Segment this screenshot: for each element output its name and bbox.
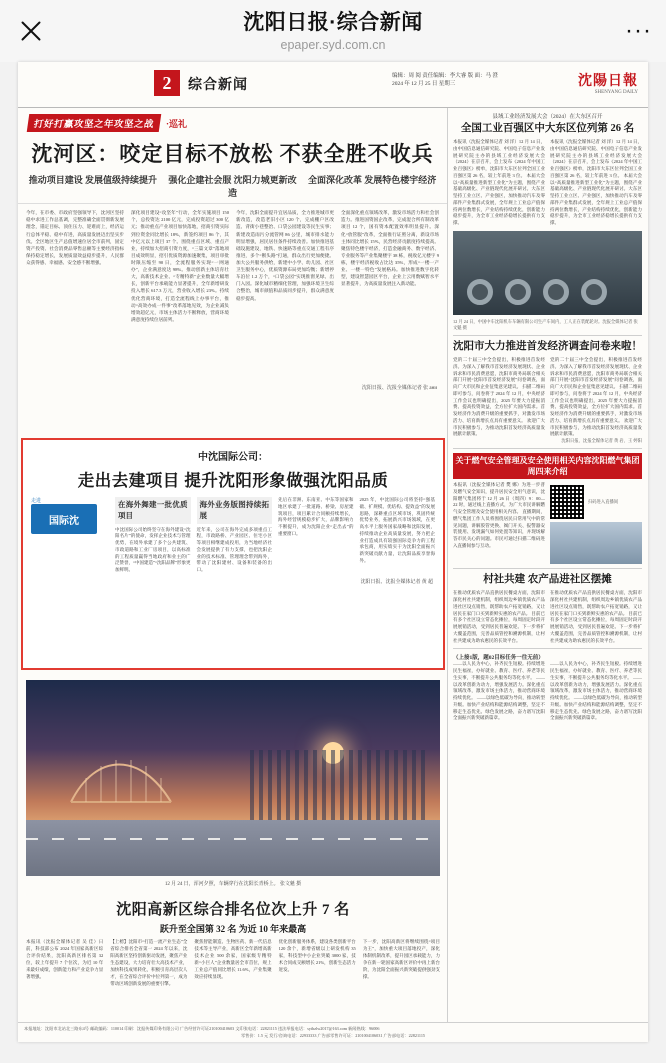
right-article-signature: 沈阳日报、沈报全媒体记者 黄 岩、王 婷阳	[561, 438, 642, 444]
right-article-kicker: 县域工业经济发展大会（2024）在大东区召开	[492, 114, 603, 120]
lower-body-column: 下一步，沈阳高新区将继续围绕“项目为王”，加快重大项目落地投产，深化体制机制改革，提升园区承载能力，力争在新一轮国家高新区评价中再上新台阶，为沈阳全面振兴新突破提供强劲支撑。	[362, 939, 440, 979]
gas-safety-banner[interactable]: 关于燃气安全管理及安全使用相关内容沈阳燃气集团周四来介绍	[453, 453, 642, 479]
logo-kicker: 走进	[31, 499, 42, 504]
right-article-text: 在推动优质农产品直供居民餐桌方面，沈阳市深化村社共建机制，组织周边乡镇优质农产品进社区设点销售，既帮助农户拓宽销路，又让居民在家门口买到新鲜实惠的农产品。 目前已有多个社区设立常态化摊位，每周固定时段开展展销活动，受到居民普遍欢迎。下一步将扩大覆盖范围，完善品质管控和溯源机制，让村社共建成为助农惠民的长效平台。	[453, 590, 545, 643]
gas-safety-body	[453, 482, 642, 564]
wheel-shape	[505, 279, 531, 305]
lead-body	[18, 204, 447, 384]
divider	[453, 568, 642, 569]
date-line: 2024 年 12 月 25 日 星期三	[392, 81, 456, 88]
right-article-text: 本报讯（沈报全媒体记者 刘 洋）12 月 14 日，由中国信息通信研究院、中国电子信息产业发展研究院主办的县域工业经济发展大会（2024）在京召开，会上发布《2024 年中国工业百强区》榜单，沈阳市大东区位列全国工业百强区第 26 名，较上年前进 3 位。 本届大会以“高质量推进新型工业化”为主题，围绕产业基础高级化、产业链现代化展开研讨。大东区坚持工业立区、产业强区，加快推动汽车及零部件产业集群式发展，全年规上工业总产值保持两位数增长，产业结构持续优化，创新能力稳步提升，为全市工业经济稳增长提供有力支撑。	[453, 139, 545, 226]
brand-name: 沈陽日報	[578, 74, 638, 89]
lower-body-column: 聚焦智能制造、生物医药、新一代信息技术等主导产业，高新区全年新增高新技术企业 500 余家，国家级专精特新“小巨人”企业数量居全市首位，规上工业总产值同比增长 11.6%，产业集聚效应持续显现。	[194, 939, 272, 979]
right-article-headline[interactable]: 全国工业百强区中大东区位列第 26 名	[460, 123, 635, 134]
browser-topbar	[0, 0, 666, 62]
lower-body-column: 本报讯（沈报全媒体记者 吴 佳）日前，科技部公布 2024 年国家高新区综合评价结果，沈阳高新区排名第 32 位，较上年提升 7 个位次，为近 10 年来最好成绩，创新能力和产业竞争力显著增强。	[26, 939, 104, 979]
highlight-subhead: 海外业务版图持续拓展	[197, 497, 273, 524]
skyline-shape	[250, 750, 430, 820]
page-title: 沈阳日报·综合新闻	[243, 11, 423, 35]
highlight-text-col	[360, 497, 436, 574]
page-footer	[18, 1022, 648, 1042]
continued-body	[453, 661, 642, 722]
right-article-headline[interactable]: 村社共建 农产品进社区摆摊	[483, 574, 612, 586]
footer-line-1: 本报地址：沈阳市北站北三路东4号 邮政编码：110014 印刷：沈报传媒印务有限公司 广告经营许可证210100410603 文印张电话：22821115 违法举报电话：sytbzlw2017@163.com 新闻热线：96006	[24, 1026, 380, 1032]
right-article-body	[453, 590, 642, 644]
right-article-text: 党的二十届三中全会提出，积极推进首发经济。为深入了解我市首发经济发展现状、企业诉求和市民消费意愿，沈阳市商务局联合相关部门开展“沈阳市首发经济发展”问卷调查，面向广大市民和企业征集意见建议。 扫描二维码即可参与，问卷将于 2024 年 12 月，中央经济工作会议也明确提出，2025 年要大力提振消费、提高投资效益，全方位扩大国内需求。首发经济作为消费升级的重要抓手，对激发市场活力、培育新增长点具有重要意义。 欢迎广大市民积极参与，为推动沈阳首发经济高质量发展献计献策。	[550, 357, 642, 437]
bridge-illustration	[66, 732, 186, 822]
qr-block	[550, 482, 642, 564]
highlight-paragraph: 2025 年，中沈国际公司将坚持“强基础、扩规模、优结构、提效益”的发展思路，深耕重点区域市场，巩固传统优势业务，拓展新兴市场领域，在更高水平上服务国家战略和沈阳发展，持续推动企业高质量发展，努力把企业打造成具有较强国际竞争力的工程承包商，用实绩实干为沈阳全面振兴新突破贡献力量，让沈阳品质享誉海外。	[359, 497, 435, 563]
photo-caption: 12 月 24 日，浑河夕照，车辆穿行在沈阳长青桥上。 张文魁 摄	[164, 882, 302, 887]
section-name: 综合新闻	[188, 78, 248, 93]
lead-headline[interactable]: 沈河区：咬定目标不放松 不获全胜不收兵	[31, 142, 434, 166]
right-article-text: 本报讯（沈报全媒体记者 樊 娜）为进一步普及燃气安全知识，提升居民安全用气意识，沈阳燃气集团将于 12 月 26 日（周四）9：00—22 时，通过线上直播方式，为广大市民讲解燃气安全管理及安全使用相关内容。 直播期间，燃气集团工作人员将围绕居民日常用气中的常见问题，讲解胶管更换、阀门开关、报警器安装使用、发现漏气如何处置等知识，并现场解答市民关心的问题。市民可通过扫描二维码进入直播间参与互动。	[453, 482, 545, 548]
highlight-paragraph: 先后在非洲、东南亚、中东等国家和地区承建了一批道路、桥梁、房屋建筑项目，项目累计合同额持续增长，海外经营规模稳步扩大，品牌影响力不断提升，成为沈阳企业“走出去”的重要窗口。	[278, 497, 354, 536]
qr-row	[550, 485, 642, 519]
credits-line: 编辑：周 阅 责任编辑：李大睿 版 面：马 澄	[392, 73, 498, 79]
right-article-text: ——以人民为中心，补齐民生短板。持续增进民生福祉，办好就业、教育、医疗、养老等民生实事，不断提升公共服务均等化水平。 ——以改革创新为动力，增强发展活力。深化重点领域改革，激发市场主体活力，推动营商环境持续优化。 ——以绿色低碳为导向，推动转型升级。加快产业结构和能源结构调整，坚定不移走生态优先、绿色发展之路，奋力谱写沈阳全面振兴新突破新篇章。	[550, 661, 642, 721]
masthead-credits	[392, 70, 542, 89]
continued-kicker: （上接1版，题02目标任务一往无前）	[453, 655, 544, 662]
wheel-shape	[467, 279, 493, 305]
right-article-text: ——以人民为中心，补齐民生短板。持续增进民生福祉，办好就业、教育、医疗、养老等民生实事，不断提升公共服务均等化水平。 ——以改革创新为动力，增强发展活力。深化重点领域改革，激发市场主体活力，推动营商环境持续优化。 ——以绿色低碳为导向，推动转型升级。加快产业结构和能源结构调整，坚定不移走生态优先、绿色发展之路，奋力谱写沈阳全面振兴新突破新篇章。	[453, 661, 545, 721]
highlight-text-col	[278, 497, 354, 574]
close-icon[interactable]	[14, 14, 48, 48]
page-columns	[18, 108, 648, 1042]
divider	[453, 335, 642, 336]
lead-signature: 沈阳日报、沈报全媒体记者 张 ани	[361, 386, 437, 392]
highlight-logo	[31, 497, 109, 574]
lower-article[interactable]	[26, 898, 440, 1042]
lead-photo	[26, 680, 440, 876]
lead-banner-tail: ·巡礼	[166, 118, 188, 129]
qr-label: 扫码进入直播间	[588, 499, 619, 505]
page-number-badge: 2	[154, 70, 180, 96]
browser-title-wrap	[48, 11, 618, 53]
more-dots-icon[interactable]: ···	[625, 17, 652, 44]
logo-badge: 国际沈	[31, 504, 97, 534]
right-article-text: 在推动优质农产品直供居民餐桌方面，沈阳市深化村社共建机制，组织周边乡镇优质农产品进社区设点销售，既帮助农户拓宽销路，又让居民在家门口买到新鲜实惠的农产品。 目前已有多个社区设立常态化摊位，每周固定时段开展展销活动，受到居民普遍欢迎。下一步将扩大覆盖范围，完善品质管控和溯源机制，让村社共建成为助农惠民的长效平台。	[550, 590, 642, 643]
highlight-paragraph: 中沈国际公司始终坚守在海外建设“沈阳名片”的使命，发挥企业技术与管理优势，在境外承建了多个公共建筑、市政道路和工业厂房项目，以高标准的工程质量赢得当地政府和业主的广泛赞誉，“中国建造”“沈阳品牌”形象更加鲜明。	[115, 526, 191, 572]
lead-body-column: 深化项目建设“攻坚年”行动，全年实施项目 150 个，总投资达 2100 亿元，完成投资超过 300 亿元；推动重点产业项目加快落地，招商引资实际到位资金同比增长 18%，新签约项目 86 个，其中亿元以上项目 37 个。围绕重点区域、重点产业，持续加大招商引资力度，“三篇文章”落地项目成效明显，招引优质资源加速聚集，项目审批时限压缩至 90 日，全流程服务实现“一网通办”，企业满意度达 98%。推动创新主体培育壮大，高新技术企业、“专精特新”企业数量大幅增长，创新平台承载能力显著提升，全年新增研发投入增长 617.3 万元，营业收入增长 23%。持续优化营商环境，打造全流程线上办事平台，推动“高效办成一件事”改革落地见效，为企业减负增效超亿元，市场主体活力不断释放，营商环境满意度持续位居前列。	[131, 210, 229, 322]
lead-subhead: 推动项目建设 发展值级持续提升	[28, 175, 157, 185]
footer-line-2: 零售价：1.5 元 发行/咨询电话：22933333 广告部零售许可证：2101004106031 广告部电话：22821115	[240, 1032, 426, 1038]
highlight-text-col	[197, 497, 273, 574]
lead-body-column: 全面深化重点领域改革，激发市场活力和社会创造力。推进国资国企改革，完成混合所有制改革项目 12 个，国有资本配置效率明显提升。深化“放管服”改革，全面推行证照分离，新设市场主体同比增长 15%，民营经济贡献度持续提高。聚焦特色楼宇经济，打造金融商务、数字经济、专业服务等产业集聚楼宇 38 栋，税收亿元楼宇 9 栋，楼宇经济税收占比达 35%，形成“一楼一产业、一楼一特色”发展格局。加快推进数字化转型，建设智慧园区平台，企业上云用数赋智水平显著提升，为高质量发展注入新动能。	[341, 210, 439, 287]
highlight-columns	[23, 497, 443, 574]
highlighted-article[interactable]	[21, 438, 445, 670]
divider	[453, 448, 642, 449]
brand-block	[542, 70, 638, 95]
highlight-paragraph: 近年来，公司在海外完成多项重点工程，市政路桥、产业园区、住宅小区等项目相继建成投用，为当地经济社会发展提供了有力支撑，也把沈阳企业的技术标准、管理理念带到海外，带动了沈阳建材、设备和装备的出口。	[196, 526, 272, 572]
lead-body-column: 今年，在市委、市政府坚强领导下，沈河区坚持稳中求进工作总基调，完整准确全面贯彻新发展理念，锚定目标、顶住压力、迎难而上，经济运行总体平稳、稳中有进，高质量发展迈出坚实步伐。全区地区生产总值增速位居全市前列，固定资产投资、社会消费品零售总额等主要经济指标保持稳定增长，发展质量效益稳步提升，人民群众获得感、幸福感、安全感不断增强。	[26, 210, 124, 265]
lead-subhead: 强化企建社会服 沈阳力城更新改造	[168, 175, 297, 198]
lead-subheads	[18, 174, 447, 204]
right-article-headline[interactable]: 沈阳市大力推进首发经济调查问卷来啦！	[453, 340, 642, 352]
qr-code-icon[interactable]	[550, 485, 584, 519]
wheel-shape	[581, 279, 607, 305]
train-factory-photo	[453, 231, 642, 315]
highlight-headline[interactable]: 走出去建项目 提升沈阳形象做强沈阳品质	[77, 471, 389, 490]
brand-subtitle: SHENYANG DAILY	[594, 90, 638, 95]
divider	[453, 648, 642, 649]
lead-body-column: 今年，沈阳全面提升宜居品质，全力推进城市更新改造，改造老旧小区 120 个，完成棚户区改造、背街小巷整治、口袋公园建设等民生实事；新建改造雨污分流管网 86 公里，城市排水能力明显增强，居民居住条件持续改善。加快推进基础设施建设，地铁、快速路等重点交通工程有序推进，多个“断头路”打通，群众出行更加便捷。加大公共服务供给，新建中小学、幼儿园、社区卫生服务中心，优质资源布局更加均衡；新增停车泊位 1.2 万个，“口袋公园”实现推窗见绿、出门入园。深化城市精细化管理，加强环境卫生综合整治，城市颜值和品质同步提升，群众满意度稳步提高。	[236, 210, 334, 301]
highlight-kicker: 中沈国际公司：	[198, 452, 268, 463]
city-mini-photo	[550, 522, 642, 564]
lower-body-column: 【上榜】沈阳市“打造一流产业生态”全省综合排名全省第一 2024 年以来，沈阳高新区坚持创新驱动发展，聚焦产业生态建设，大力培育壮大高技术产业，加快科技成果转化，积极引育高层次人才，在全省综合评价中位列第一，成为带动区域创新发展的重要引擎。	[110, 939, 188, 986]
wheel-shape	[543, 279, 569, 305]
lower-headline[interactable]: 沈阳高新区综合排名位次上升 7 名	[116, 902, 350, 918]
lead-banner	[18, 108, 447, 134]
right-article-body	[453, 357, 642, 438]
lead-banner-label: 打好打赢攻坚之年攻坚之战	[27, 114, 162, 132]
right-article-body	[453, 139, 642, 227]
right-article-text: 本报讯（沈报全媒体记者 刘 洋）12 月 14 日，由中国信息通信研究院、中国电子信息产业发展研究院主办的县域工业经济发展大会（2024）在京召开，会上发布《2024 年中国工业百强区》榜单，沈阳市大东区位列全国工业百强区第 26 名，较上年前进 3 位。 本届大会以“高质量推进新型工业化”为主题，围绕产业基础高级化、产业链现代化展开研讨。大东区坚持工业立区、产业强区，加快推动汽车及零部件产业集群式发展，全年规上工业总产值保持两位数增长，产业结构持续优化，创新能力稳步提升，为全市工业经济稳增长提供有力支撑。	[550, 139, 642, 226]
main-column	[18, 108, 448, 1042]
highlight-signature: 沈阳日报、沈报全媒体记者 黄 超	[360, 579, 433, 585]
newspaper-page[interactable]	[18, 62, 648, 1042]
lower-body-column: 优化创新服务体系，建设各类创新平台 120 余个，新增省级以上研发机构 35 家，科技型中小企业突破 3000 家，技术合同成交额增长 21%，创新生态活力迸发。	[278, 939, 356, 972]
highlight-text-col	[115, 497, 191, 574]
page-url: epaper.syd.com.cn	[280, 38, 386, 53]
right-article-text: 党的二十届三中全会提出，积极推进首发经济。为深入了解我市首发经济发展现状、企业诉求和市民消费意愿，沈阳市商务局联合相关部门开展“沈阳市首发经济发展”问卷调查，面向广大市民和企业征集意见建议。 扫描二维码即可参与，问卷将于 2024 年 12 月，中央经济工作会议也明确提出，2025 年要大力提振消费、提高投资效益，全方位扩大国内需求。首发经济作为消费升级的重要抓手，对激发市场活力、培育新增长点具有重要意义。 欢迎广大市民积极参与，为推动沈阳首发经济高质量发展献计献策。	[453, 357, 545, 437]
masthead	[18, 62, 648, 108]
right-column	[448, 108, 647, 1042]
lower-subhead: 跃升至全国第 32 名 为近 10 年来最高	[159, 924, 307, 934]
highlight-subhead: 在海外舞建一批优质项目	[115, 497, 191, 524]
lead-subhead: 全面深化改革 发展特色楼宇经济	[308, 175, 437, 185]
right-photo-caption: 12 月 24 日，中国中车沈阳机车车辆有限公司生产车间内，工人正在装配轮对。沈报全媒体记者 张文魁 摄	[453, 318, 638, 330]
road-shape	[26, 820, 440, 876]
